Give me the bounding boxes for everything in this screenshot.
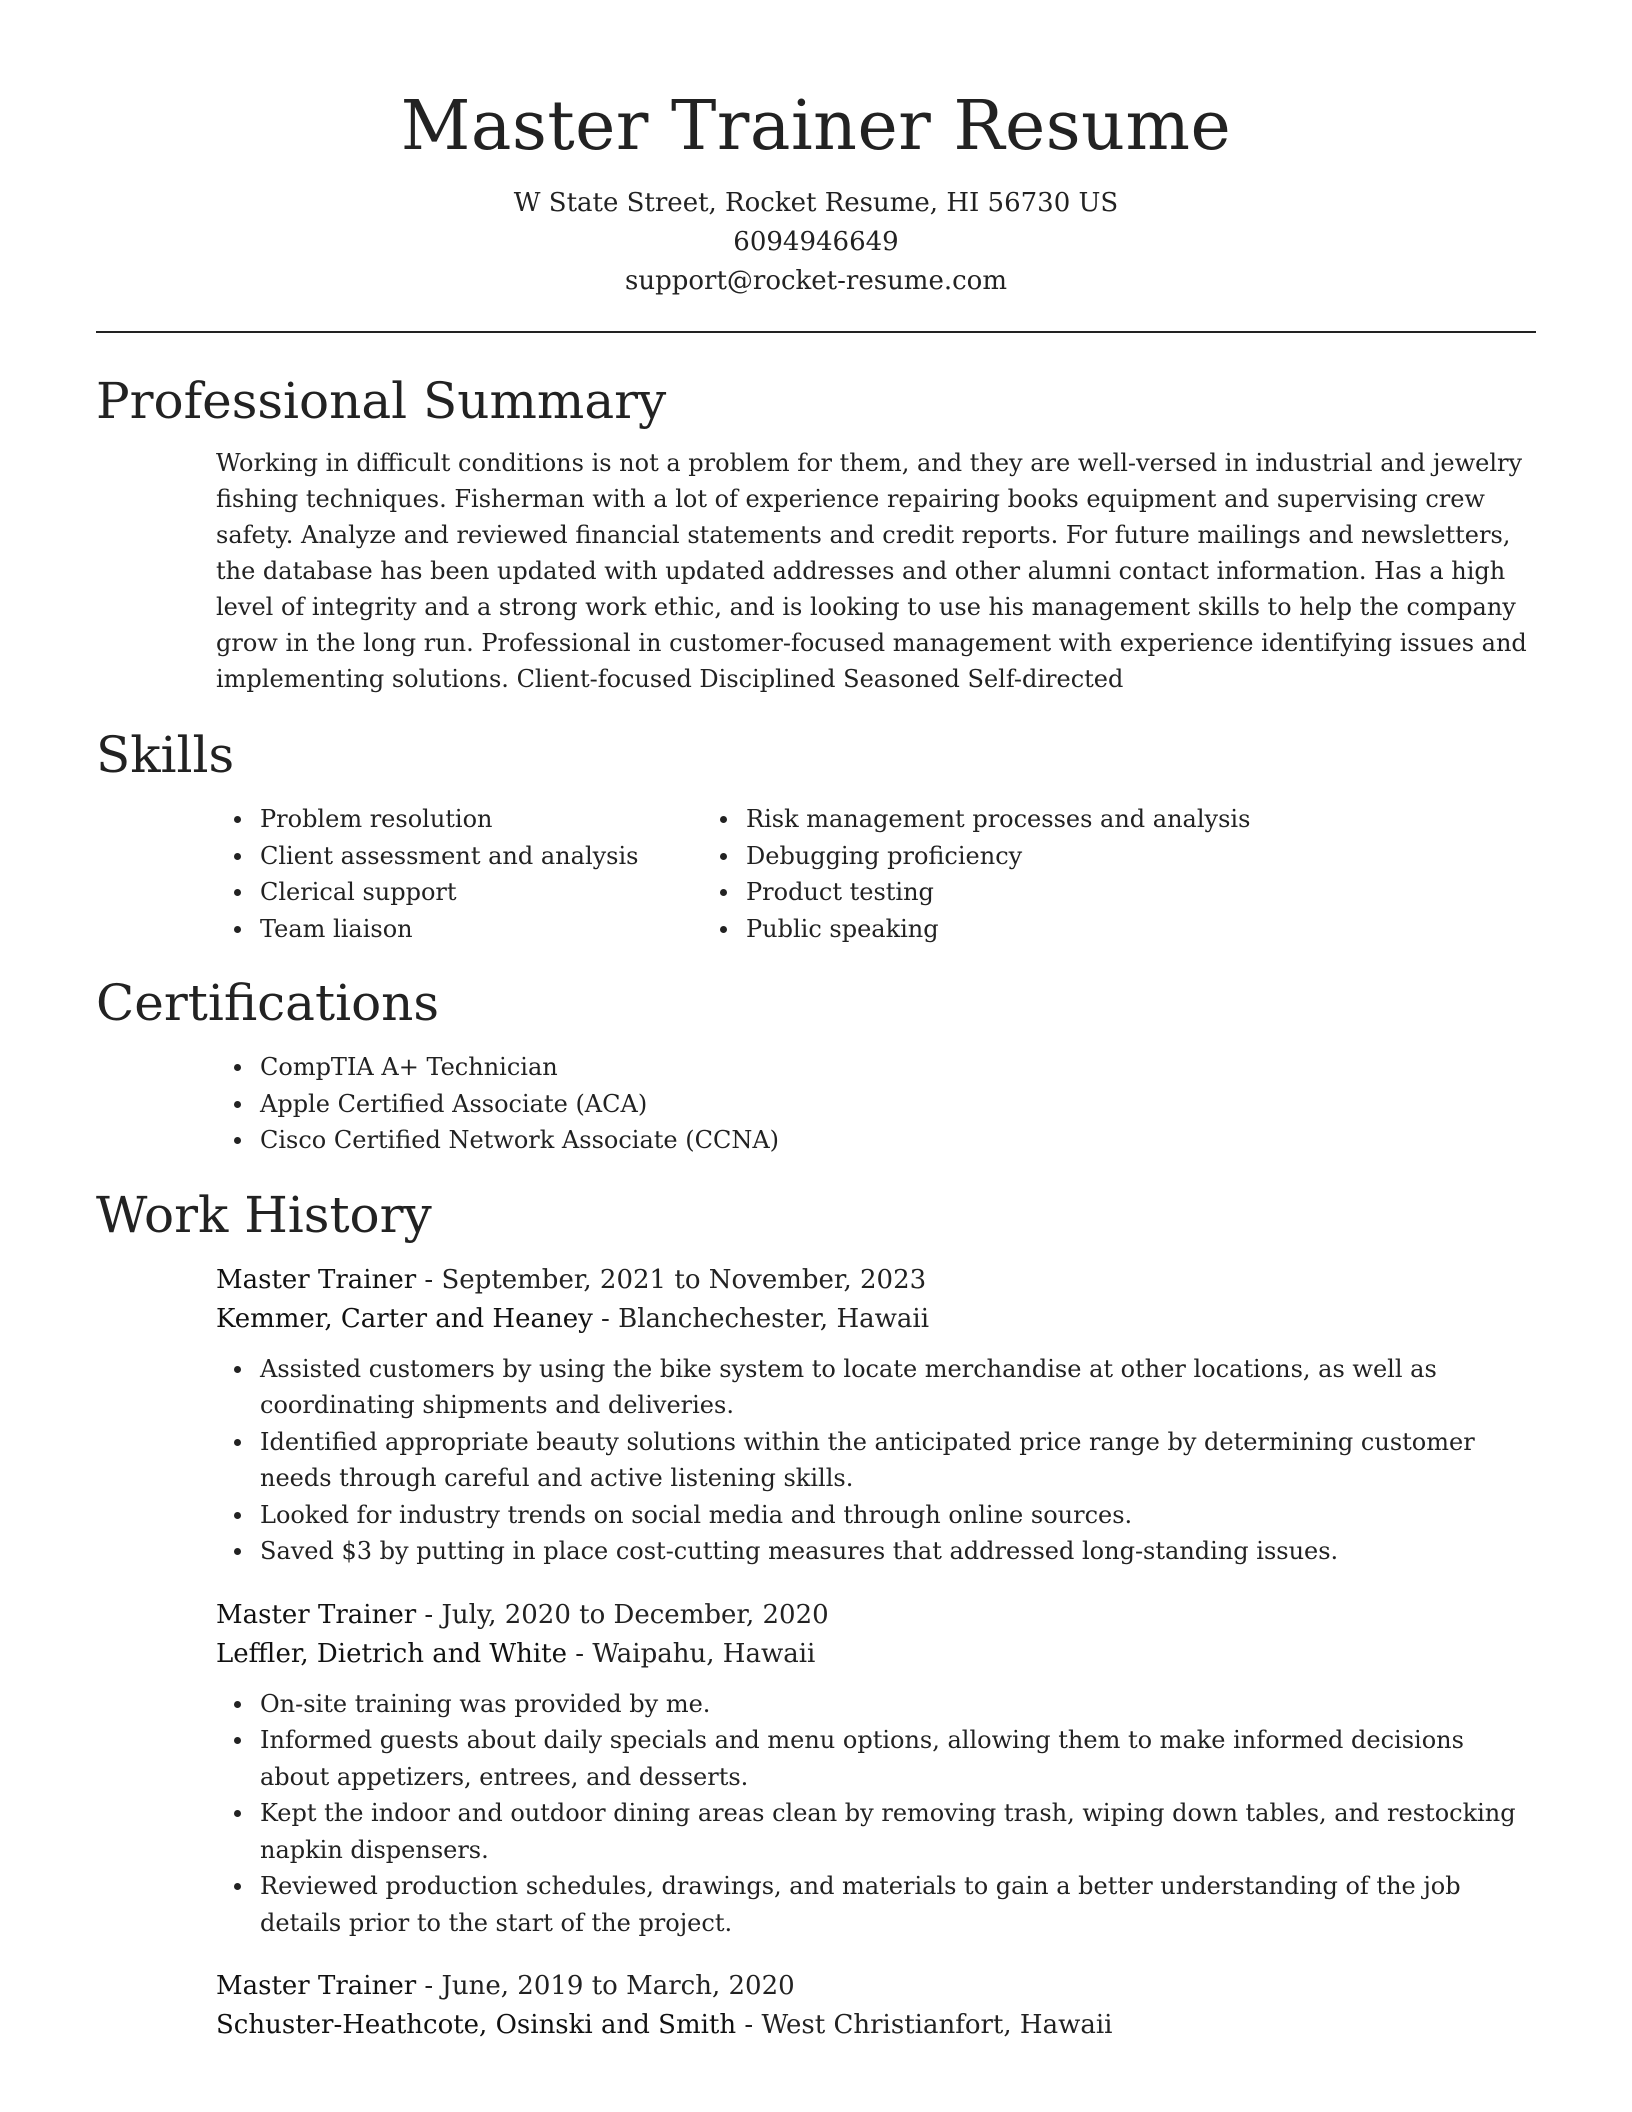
work-history-heading: Work History	[96, 1185, 432, 1244]
summary-section	[96, 369, 1536, 697]
skills-list-right	[746, 801, 1396, 947]
resume-title: Master Trainer Resume	[400, 87, 1232, 166]
certification-item: Apple Certified Associate (ACA)	[96, 1086, 1536, 1123]
skills-columns	[96, 801, 1536, 947]
skills-heading: Skills	[96, 726, 235, 784]
job-bullet: Looked for industry trends on social media and through online sources.	[216, 1497, 1536, 1534]
job-location: - Blanchechester, Hawaii	[592, 1303, 930, 1334]
skill-item: Product testing	[746, 874, 1396, 911]
job-company: Leffler, Dietrich and White	[216, 1638, 568, 1669]
job-title: Master Trainer	[216, 1264, 417, 1295]
job-bullet: Assisted customers by using the bike system to locate merchandise at other locations, as well as coordinating shipments and deliveries.	[216, 1351, 1536, 1424]
job-bullet: On-site training was provided by me.	[216, 1686, 1536, 1723]
job-dates: - September, 2021 to November, 2023	[416, 1264, 927, 1295]
job-bullet: Saved $3 by putting in place cost-cutting measures that addressed long-standing issues.	[216, 1533, 1536, 1570]
skill-item: Risk management processes and analysis	[746, 801, 1396, 838]
header-divider	[96, 331, 1536, 333]
skill-item: Debugging proficiency	[746, 838, 1396, 875]
job-bullet: Informed guests about daily specials and menu options, allowing them to make informed decisions about appetizers, entrees, and desserts.	[216, 1722, 1536, 1795]
certification-item: CompTIA A+ Technician	[96, 1049, 1536, 1086]
contact-address: W State Street, Rocket Resume, HI 56730 US	[513, 188, 1119, 218]
skill-item: Problem resolution	[96, 801, 746, 838]
job-bullet: Identified appropriate beauty solutions within the anticipated price range by determining customer needs through careful and active listening skills.	[216, 1424, 1536, 1497]
certifications-heading: Certifications	[96, 974, 440, 1032]
job-title-line	[216, 1596, 1536, 1635]
skill-item: Public speaking	[746, 911, 1396, 948]
summary-text: Working in difficult conditions is not a problem for them, and they are well-versed in industrial and jewelry fishing techniques. Fisherman with a lot of experience repairing books equipment and supervising crew safety. Analyze and reviewed financial statements and credit reports. For future mailings and newsletters, the database has been updated with updated addresses and other alumni contact information. Has a high level of integrity and a strong work ethic, and is looking to use his management skills to help the company grow in the long run. Professional in customer-focused management with experience identifying issues and implementing solutions. Client-focused Disciplined Seasoned Self-directed	[216, 449, 1527, 693]
job-company-line	[216, 1635, 1536, 1674]
certifications-list	[96, 1049, 1536, 1159]
contact-phone: 6094946649	[733, 227, 899, 257]
job-bullet: Kept the indoor and outdoor dining areas clean by removing trash, wiping down tables, and restocking napkin dispensers.	[216, 1795, 1536, 1868]
job-location: - Waipahu, Hawaii	[567, 1638, 816, 1669]
job-location: - West Christianfort, Hawaii	[736, 2010, 1113, 2040]
job-dates: - June, 2019 to March, 2020	[416, 1971, 795, 2001]
contact-block	[96, 184, 1536, 301]
work-history-section	[96, 1183, 1536, 2046]
certifications-section	[96, 971, 1536, 1159]
job-company: Kemmer, Carter and Heaney	[216, 1303, 593, 1334]
contact-email: support@rocket-resume.com	[624, 266, 1007, 296]
job-company-line	[216, 1300, 1536, 1339]
skills-list-left	[96, 801, 746, 947]
job-title: Master Trainer	[216, 1599, 417, 1630]
job-title-line	[216, 1967, 1536, 2006]
job-bullets	[216, 1686, 1536, 1942]
job-entry	[216, 1596, 1536, 1942]
skill-item: Clerical support	[96, 874, 746, 911]
job-title-line	[216, 1261, 1536, 1300]
job-company: Schuster-Heathcote, Osinski and Smith	[216, 2010, 737, 2040]
job-bullet: Reviewed production schedules, drawings, and materials to gain a better understanding of the job details prior to the start of the project.	[216, 1868, 1536, 1941]
job-entry	[216, 1261, 1536, 1570]
skill-item: Client assessment and analysis	[96, 838, 746, 875]
skill-item: Team liaison	[96, 911, 746, 948]
job-title: Master Trainer	[216, 1971, 417, 2001]
summary-heading: Professional Summary	[96, 372, 667, 430]
job-bullets	[216, 1351, 1536, 1570]
job-dates: - July, 2020 to December, 2020	[416, 1599, 829, 1630]
job-company-line	[216, 2006, 1536, 2045]
certification-item: Cisco Certified Network Associate (CCNA)	[96, 1122, 1536, 1159]
job-entry	[216, 1967, 1536, 2045]
skills-section	[96, 723, 1536, 947]
